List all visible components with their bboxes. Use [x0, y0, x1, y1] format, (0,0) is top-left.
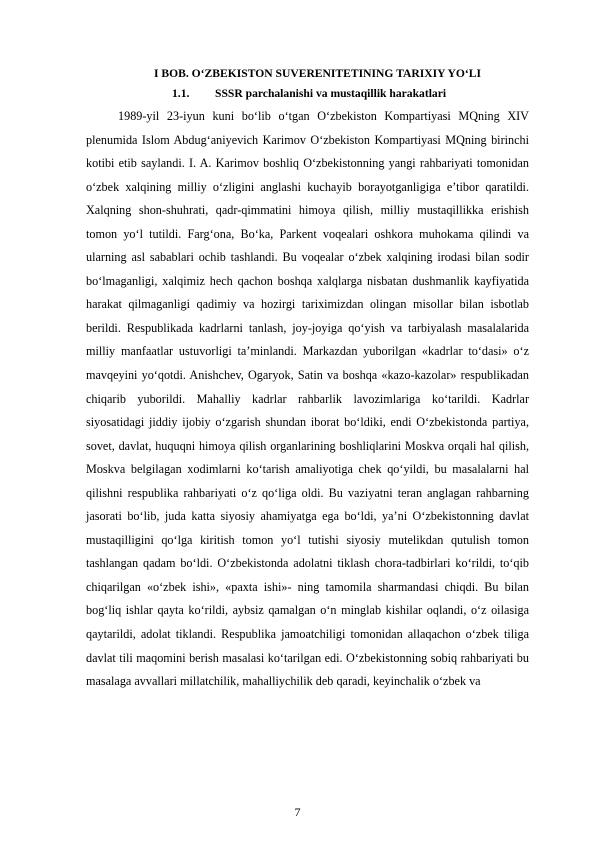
chapter-title: I BOB. O‘ZBEKISTON SUVERENITETINING TARIXIY YO‘LI [153, 67, 482, 80]
body-paragraph: 1989-yil 23-iyun kuni bo‘lib o‘tgan O‘zbekiston Kompartiyasi MQning XIV plenumida Islom Abdug‘aniyevich Karimov O‘zbekiston Kompartiyasi MQning birinchi kotibi etib saylandi. I. A. Karimov boshliq O‘zbekistonning yangi rahbariyati tomonidan o‘zbek xalqining milliy o‘zligini anglashi kuchayib borayotganligiga e’tibor qaratildi. Xalqning shon-shuhrati, qadr-qimmatini himoya qilish, milliy mustaqillikka erishish tomon yo‘l tutildi. Farg‘ona, Bo‘ka, Parkent voqealari oshkora muhokama qilindi va ularning asl sabablari ochib tashlandi. Bu voqealar o‘zbek xalqining irodasi bilan sodir bo‘lmaganligi, xalqimiz hech qachon boshqa xalqlarga nisbatan dushmanlik kayfiyatida harakat qilmaganligi qadimiy va hozirgi tariximizdan olingan misollar bilan isbotlab berildi. Respublikada kadrlarni tanlash, joy-joyiga qo‘yish va tarbiyalash masalalarida milliy manfaatlar ustuvorligi ta’minlandi. Markazdan yuborilgan «kadrlar to‘dasi» o‘z mavqeyini yo‘qotdi. Anishchev, Ogaryok, Satin va boshqa «kazo-kazolar» respublikadan chiqarib yuborildi. Mahalliy kadrlar rahbarlik lavozimlariga ko‘tarildi. Kadrlar siyosatidagi jiddiy ijobiy o‘zgarish shundan iborat bo‘ldiki, endi O‘zbekistonda partiya, sovet, davlat, huquqni himoya qilish organlarining boshliqlarini Moskva orqali hal qilish, Moskva belgilagan xodimlarni ko‘tarish amaliyotiga chek qo‘yildi, bu masalalarni hal qilishni respublika rahbariyati o‘z qo‘liga oldi. Bu vaziyatni teran anglagan rahbarning jasorati bo‘lib, juda katta siyosiy ahamiyatga ega bo‘ldi, ya’ni O‘zbekistonning davlat mustaqilligini qo‘lga kiritish tomon yo‘l tutishi siyosiy mutelikdan qutulish tomon tashlangan qadam bo‘ldi. O‘zbekistonda adolatni tiklash chora-tadbirlari ko‘rildi, to‘qib chiqarilgan «o‘zbek ishi», «paxta ishi»- ning tamomila sharmandasi chiqdi. Bu bilan bog‘liq ishlar qayta ko‘rildi, aybsiz qamalgan o‘n minglab kishilar oqlandi, o‘z oilasiga qaytarildi, adolat tiklandi. Respublika jamoatchiligi tomonidan allaqachon o‘zbek tiliga davlat tili maqomini berish masalasi ko‘tarilgan edi. O‘zbekistonning sobiq rahbariyati bu masalaga avvallari millatchilik, mahalliychilik deb qaradi, keyinchalik o‘zbek va [86, 109, 529, 689]
section-title: SSSR parchalanishi va mustaqillik harakatlari [215, 87, 447, 100]
page-number: 7 [294, 805, 301, 819]
document-page [86, 64, 529, 694]
section-heading [86, 84, 529, 104]
section-number: 1.1. [172, 87, 190, 100]
